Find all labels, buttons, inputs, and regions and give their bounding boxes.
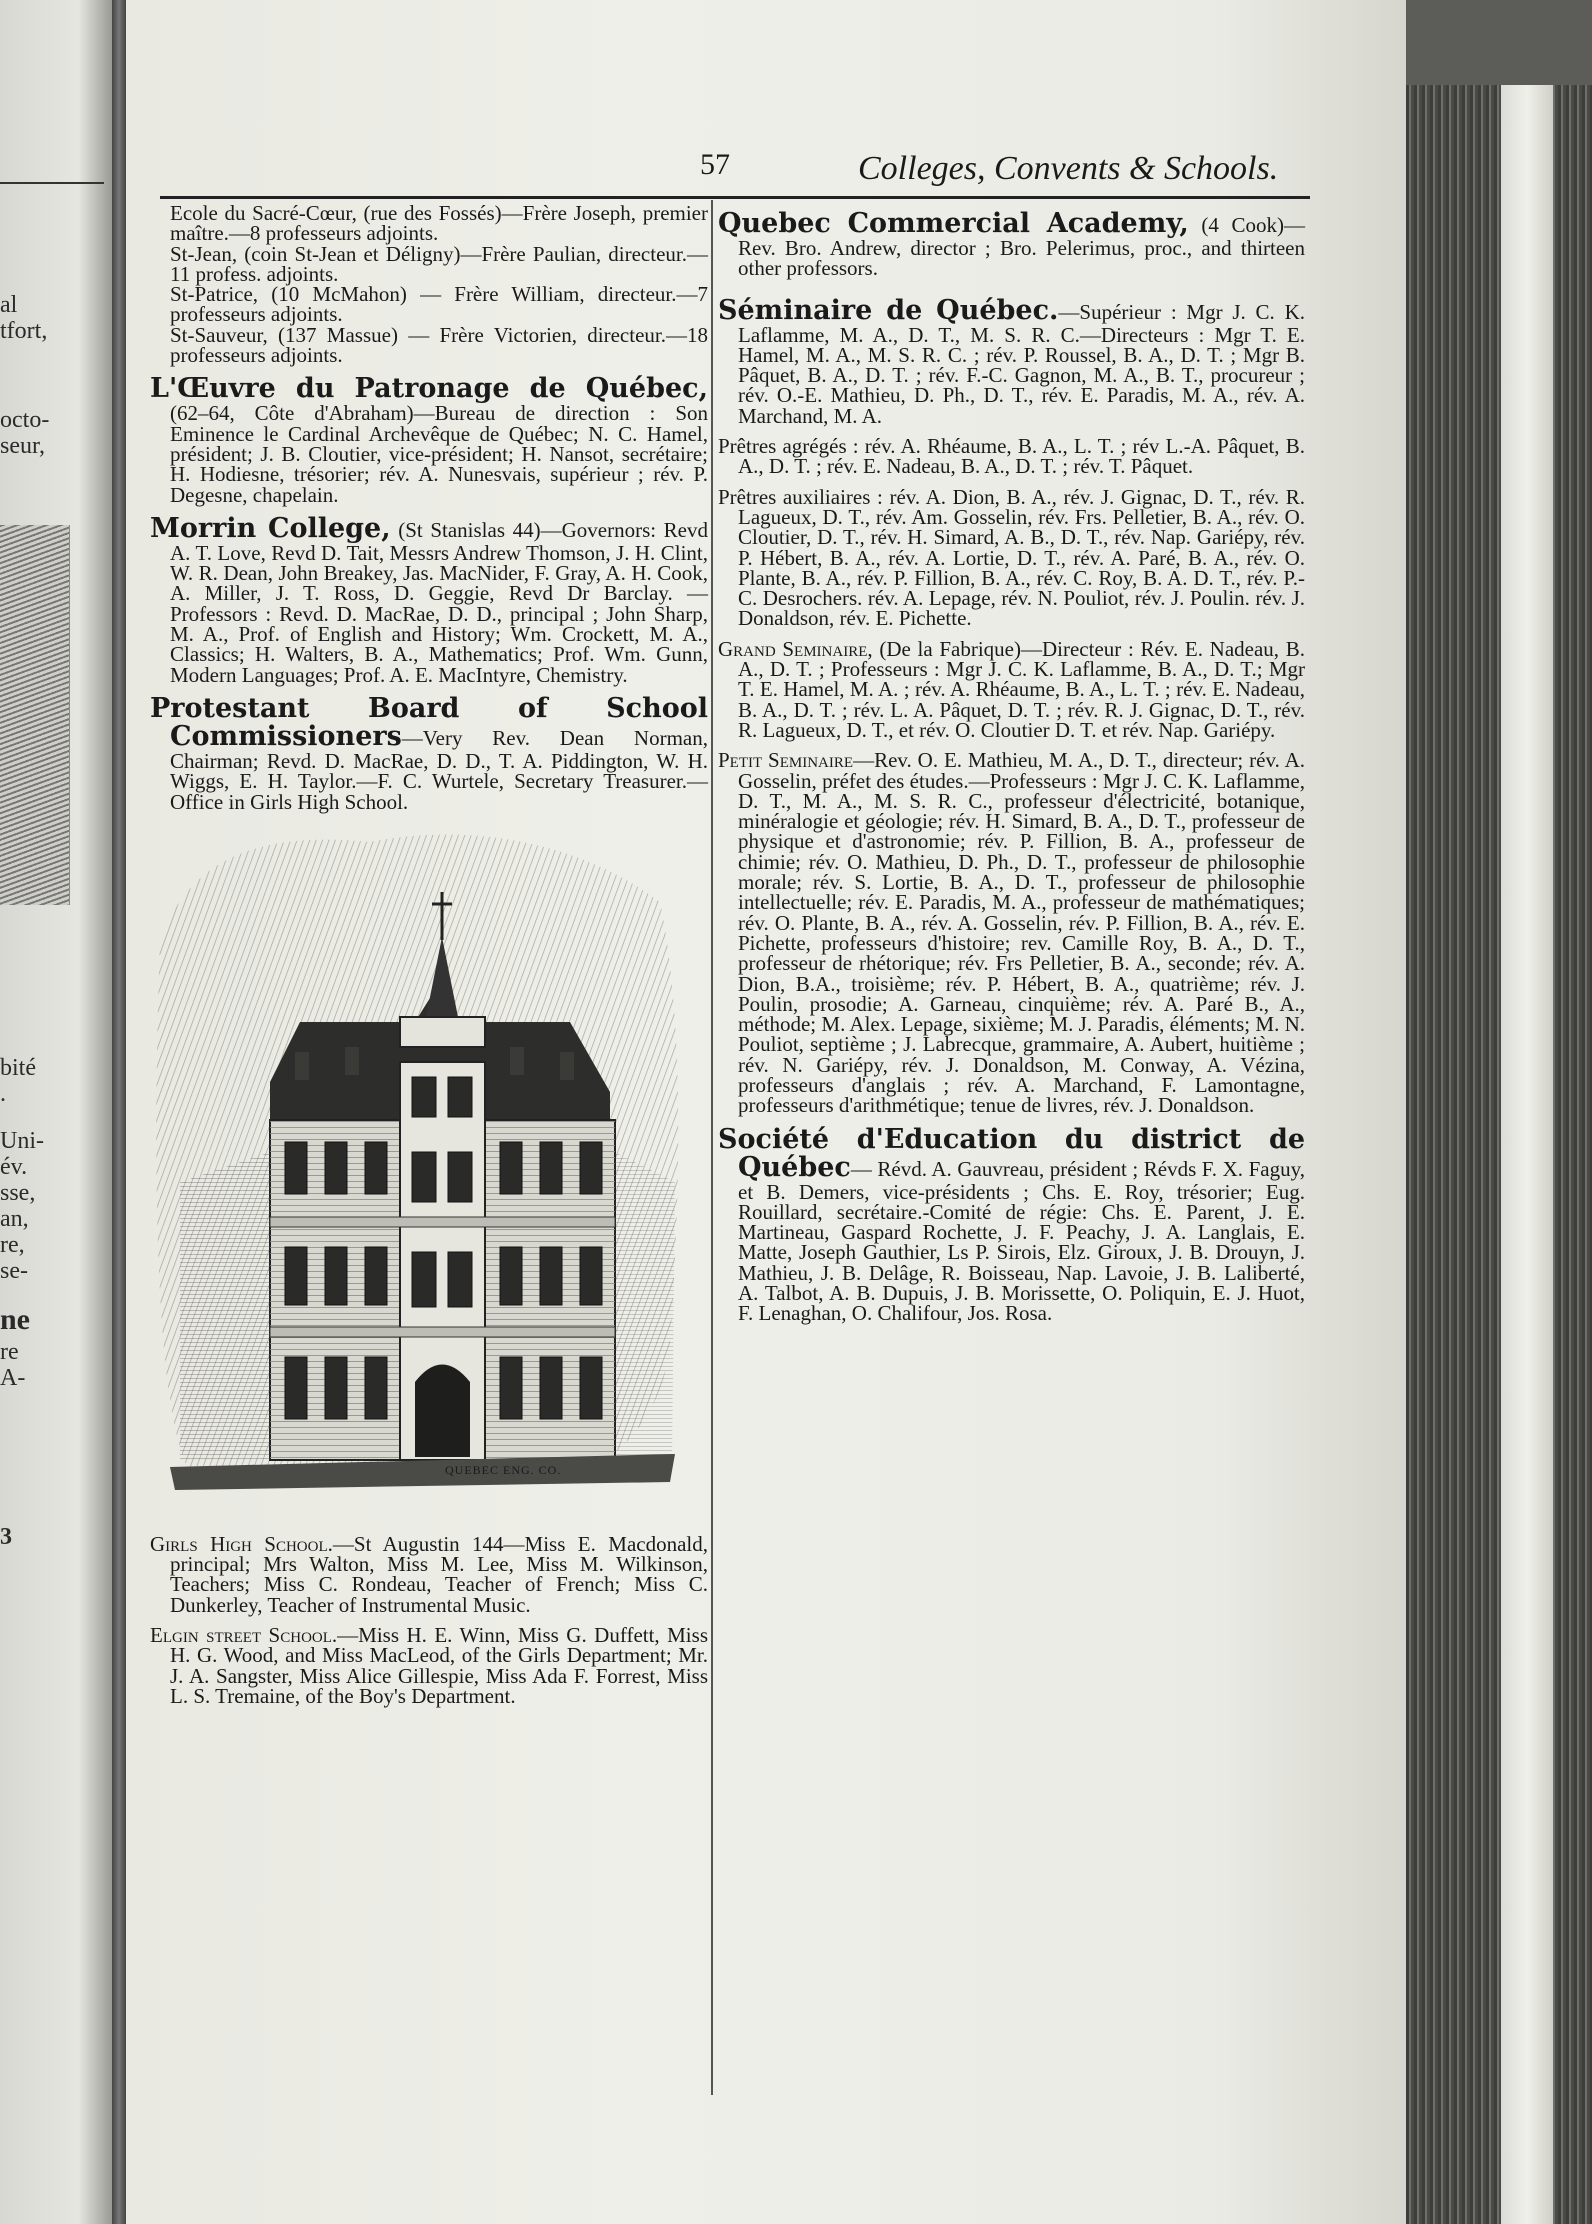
entry-title: Elgin street School. [150,1623,338,1648]
facing-text: an, [0,1206,29,1232]
entry-body: (62–64, Côte d'Abraham)—Bureau de direction : Son Eminence le Cardinal Archevêque de Québec; N. C. Hamel, président; J. B. Cloutier, vice-président; H. Nansot, secrétaire; H. Hodiesne, trésorier; rév. A. Nunesvais, supérieur ; rév. P. Degesne, chapelain. [170,401,708,507]
entry-body: (De la Fabrique)—Directeur : Rév. E. Nadeau, B. A., D. T. ; Professeurs : Mgr J. C. K. Laflamme, B. A., D. T.; Mgr T. E. Hamel, M. A. ; rév. A. Rhéaume, B. A., L. T. ; rév. E. Nadeau, B. A., D. T. ; rév. L. A. Pâquet, D. T. ; rév. R. J. Gignac, D. T., rév. R. Lagueux, D. T., et rév. O. Cloutier D. T. et rév. Nap. Gariépy. [738,636,1306,742]
elgin-street-school-entry [150,1625,708,1706]
entry-line: St-Sauveur, (137 Massue) — Frère Victorien, directeur.—18 professeurs adjoints. [170,322,708,368]
entry-title: Grand Seminaire, [718,636,873,661]
pretres-auxiliaires-entry [718,484,1305,631]
patronage-entry [150,373,708,507]
facing-text: 3 [0,1524,12,1550]
brothers-schools-entry [150,201,708,368]
entry-line: St-Patrice, (10 McMahon) — Frère William, directeur.—7 professeurs adjoints. [170,282,708,327]
commercial-academy-entry [718,210,1305,279]
right-column [718,210,1305,1334]
entry-title: Morrin College, [150,512,391,544]
entry-title: Séminaire de Québec. [718,294,1059,326]
facing-page [0,0,112,2224]
entry-line: St-Jean, (coin St-Jean et Déligny)—Frère Paulian, directeur.—11 profess. adjoints. [170,241,708,286]
entry-title: L'Œuvre du Patronage de Québec, [150,373,708,405]
entry-body: —Supérieur : Mgr J. C. K. Laflamme, M. A., D. T., M. S. R. C.—Directeurs : Mgr T. E. Hamel, M. A., M. S. R. C. ; rév. P. Roussel, B. A., D. T. ; Mgr B. Pâquet, B. A., D. T. ; rév. F.-C. Gagnon, M. A., B. T., procureur ; rév. O.-E. Mathieu, D. Ph., D. T., rév. E. Paradis, M. A., rév. A. Marchand, M. A. [738,299,1305,428]
facing-text: al [0,292,18,318]
book-gutter [112,0,126,2224]
entry-body: —Rev. O. E. Mathieu, M. A., D. T., directeur; rév. A. Gosselin, préfet des études.—Professeurs : Mgr J. C. K. Laflamme, D. T., M. A., M. S. R. C., professeur d'électricité, botanique, minéralogie et géologie; rév. H. Simard, B. A., D. T., professeur de physique et d'astronomie; rév. P. Fillion, B. A., professeur de chimie; rév. O. Mathieu, D. Ph., D. T., professeur de philosophie morale; rév. S. Lortie, B. A., D. T., professeur de philosophie intellectuelle; rév. E. Paradis, M. A., professeur de mathématiques; rév. O. Plante, B. A., rév. A. Gosselin, rév. P. Fillion, B. A., rév. E. Pichette, professeurs d'histoire; rev. Camille Roy, B. A., D. T., professeur de rhétorique; rév. Frs Pelletier, B. A., seconde; rév. A. Dion, B.A., troisième; rév. P. Hébert, B. A., quatrième; rév. J. Poulin, prosodie; A. Garneau, cinquième; rév. A. Paré B., A., méthode; M. Alex. Lepage, sixième; M. J. Paradis, éléments; M. N. Pouliot, septième ; J. Labrecque, grammaire, A. Aubert, huitième ; rév. N. Gariépy, rév. J. Donaldson, M. Conway, A. Vézina, professeurs d'anglais ; rév. A. Marchand, F. Lamontagne, professeurs d'arithmétique; tenue de livres, rév. J. Donaldson. [738,748,1305,1118]
running-title: Colleges, Convents & Schools. [858,150,1279,187]
header-rule [160,196,1310,199]
entry-title: Protestant Board of School Commissioners [150,692,708,752]
facing-text: re [0,1339,19,1365]
facing-text: Uni- [0,1128,44,1154]
grand-seminaire-entry [718,636,1306,742]
entry-body: (4 Cook)—Rev. Bro. Andrew, director ; Bro. Pelerimus, proc., and thirteen other professors. [738,213,1305,281]
facing-text: seur, [0,433,46,459]
entry-body: (St Stanislas 44)—Governors: Revd A. T. Love, Revd D. Tait, Messrs Andrew Thomson, J. H. Clint, W. R. Dean, John Breakey, Jas. MacNider, F. Gray, A. H. Cook, A. Miller, J. T. Ross, D. Geggie, Revd Dr Barclay. — Professors : Revd. D. MacRae, D. D., principal ; John Sharp, M. A., Prof. of English and History; Wm. Crockett, M. A., Classics; H. Walters, B. A., Mathematics; Prof. Wm. Gunn, Modern Languages; Prof. A. E. MacIntyre, Chemistry. [170,517,709,687]
facing-engraving [0,525,70,905]
societe-education-entry [718,1123,1305,1326]
pretres-agreges-entry [718,436,1305,477]
left-column [150,203,708,1716]
entry-title: Société d'Education du district de Québec [718,1123,1305,1183]
entry-body: —Very Rev. Dean Norman, Chairman; Revd. D. MacRae, D. D., T. A. Piddington, W. H. Wiggs, E. H. Taylor.—F. C. Wurtele, Secretary Treasurer.—Office in Girls High School. [170,725,708,814]
entry-body: —St Augustin 144—Miss E. Macdonald, principal; Mrs Walton, Miss M. Lee, Miss M. Wilkinson, Teachers; Miss C. Rondeau, Teacher of French; Miss C. Dunkerley, Teacher of Instrumental Music. [170,1531,708,1617]
entry-title: Quebec Commercial Academy, [718,208,1189,239]
facing-text: ne [0,1303,30,1336]
page-edges [1406,85,1592,2224]
morrin-college-entry [150,512,709,687]
facing-text: se- [0,1258,28,1284]
facing-text: octo- [0,407,50,433]
page-number: 57 [700,148,730,181]
girls-high-school-entry [150,1531,708,1617]
facing-text: . [0,1081,6,1107]
seminaire-entry [718,294,1305,428]
facing-text: év. [0,1154,28,1180]
entry-body: Prêtres agrégés : rév. A. Rhéaume, B. A., L. T. ; rév L.-A. Pâquet, B. A., D. T. ; rév. E. Nadeau, B. A., D. T. ; rév. T. Pâquet. [718,434,1305,479]
entry-line: Ecole du Sacré-Cœur, (rue des Fossés)—Frère Joseph, premier maître.—8 professeurs adjoints. [170,201,708,246]
entry-body: — Révd. A. Gauvreau, président ; Révds F. X. Faguy, et B. Demers, vice-présidents ; Chs. E. Roy, trésorier; Eug. Rouillard, secrétaire.-Comité de régie: Chs. E. Parent, J. E. Martineau, Gaspard Rochette, J. F. Peachy, J. A. Langlais, E. Matte, Joseph Gauthier, Ls P. Sirois, Elz. Giroux, J. B. Drouyn, J. Mathieu, J. B. Delâge, R. Boisseau, Nap. Lavoie, J. B. Laliberté, A. Talbot, A. B. Dupuis, J. B. Morissette, O. Poliquin, E. J. Huot, F. Lenaghan, O. Chalifour, Jos. Rosa. [738,1156,1305,1326]
entry-body: —Miss H. E. Winn, Miss G. Duffett, Miss H. G. Wood, and Miss MacLeod, of the Girls Department; Mr. J. A. Sangster, Miss Alice Gillespie, Miss Ada F. Forrest, Miss L. S. Tremaine, of the Boy's Department. [170,1623,708,1708]
petit-seminaire-entry [718,748,1305,1118]
school-building-engraving [150,822,690,1512]
facing-page-rule [0,182,104,184]
entry-title: Petit Seminaire [718,748,854,773]
facing-text: tfort, [0,318,48,344]
entry-title: Girls High School. [150,1531,333,1556]
protestant-board-entry [150,692,708,814]
column-rule [711,200,713,2095]
engraver-caption: QUEBEC ENG. CO. [445,1462,562,1477]
engraving-art [150,822,690,1512]
facing-text: bité [0,1055,36,1081]
facing-text: sse, [0,1180,36,1206]
facing-text: A- [0,1365,26,1391]
entry-body: Prêtres auxiliaires : rév. A. Dion, B. A., rév. J. Gignac, D. T., rév. R. Lagueux, D. T., rév. Am. Gosselin, rév. Frs. Pelletier, B. A., rév. O. Cloutier, D. T., rév. H. Simard, A. B., D. T., rév. Nap. Gariépy, rév. P. Hébert, B. A., rév. A. Lortie, D. T., rév. A. Paré, B. A., rév. O. Plante, B. A., rév. P. Fillion, B. A., rév. C. Roy, B. A. D. T., rév. P.-C. Desrochers. rév. A. Lepage, rév. N. Pouliot, rév. J. Poulin. rév. J. Donaldson, rév. E. Pichette. [718,484,1305,631]
facing-text: re, [0,1232,25,1258]
